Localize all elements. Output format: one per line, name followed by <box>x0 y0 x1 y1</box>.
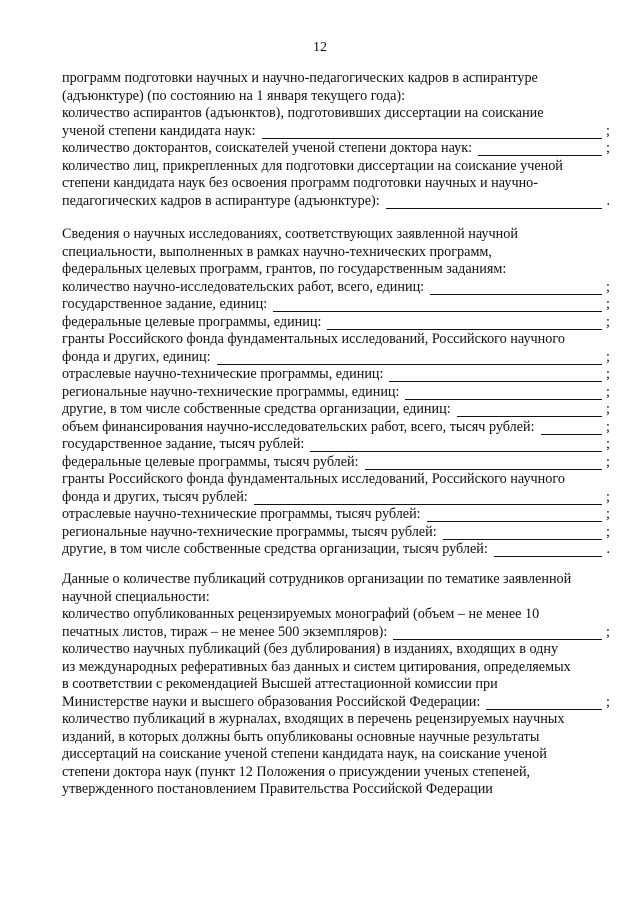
field-label: государственное задание, тысяч рублей: <box>62 436 305 452</box>
text-line: утвержденного постановлением Правительства Российской Федерации <box>62 781 493 797</box>
text-line: научной специальности: <box>62 588 210 605</box>
blank-field[interactable] <box>430 282 602 295</box>
field-line: региональные научно-технические программы, тысяч рублей: ; <box>62 523 610 540</box>
blank-field[interactable] <box>386 196 603 209</box>
field-label: федеральные целевые программы, единиц: <box>62 313 322 330</box>
text-line: количество опубликованных рецензируемых монографий (объем – не менее 10 <box>62 606 540 622</box>
blank-field[interactable] <box>310 439 602 452</box>
text-line: гранты Российского фонда фундаментальных исследований, Российского научного <box>62 331 565 347</box>
blank-field[interactable] <box>217 352 603 365</box>
field-line: федеральные целевые программы, единиц: ; <box>62 313 610 330</box>
text-line: Данные о количестве публикаций сотрудников организации по тематике заявленной <box>62 571 572 587</box>
field-label: объем финансирования научно-исследовательских работ, всего, тысяч рублей: <box>62 418 535 435</box>
page-number: 12 <box>313 40 327 55</box>
blank-field[interactable] <box>393 627 602 640</box>
field-label: другие, в том числе собственные средства организации, тысяч рублей: <box>62 541 488 557</box>
blank-field[interactable] <box>457 404 602 417</box>
field-line: другие, в том числе собственные средства организации, единиц: ; <box>62 401 610 417</box>
blank-field[interactable] <box>327 317 602 330</box>
field-line-candidates: ученой степени кандидата наук: ; <box>62 122 610 139</box>
field-label: Министерстве науки и высшего образования Российской Федерации: <box>62 693 481 710</box>
text-line: изданий, в которых должны быть опубликованы основные научные результаты <box>62 728 540 745</box>
blank-field[interactable] <box>443 527 602 540</box>
blank-field[interactable] <box>254 492 602 505</box>
field-line: отраслевые научно-технические программы, тысяч рублей: ; <box>62 506 610 522</box>
field-line-monographs: печатных листов, тираж – не менее 500 экземпляров): ; <box>62 623 610 640</box>
field-label: фонда и других, единиц: <box>62 348 211 365</box>
field-label: печатных листов, тираж – не менее 500 экземпляров): <box>62 623 388 640</box>
field-line-doctoral: количество докторантов, соискателей ученой степени доктора наук: ; <box>62 140 610 156</box>
field-line: фонда и других, единиц: ; <box>62 348 610 365</box>
field-label: государственное задание, единиц: <box>62 296 268 312</box>
field-line-publications: Министерстве науки и высшего образования Российской Федерации: ; <box>62 693 610 710</box>
text-line: количество аспирантов (адъюнктов), подготовивших диссертации на соискание <box>62 105 544 121</box>
field-label: федеральные целевые программы, тысяч рублей: <box>62 453 359 470</box>
blank-field[interactable] <box>427 509 602 522</box>
field-line: государственное задание, тысяч рублей: ; <box>62 436 610 452</box>
field-line-attached: педагогических кадров в аспирантуре (адъюнктуре): . <box>62 192 610 209</box>
text-line: диссертаций на соискание ученой степени кандидата наук, на соискание ученой <box>62 746 547 762</box>
section-postgraduate <box>62 70 610 210</box>
field-label: другие, в том числе собственные средства организации, единиц: <box>62 401 451 417</box>
blank-field[interactable] <box>541 422 603 435</box>
text-line: количество научных публикаций (без дублирования) в изданиях, входящих в одну <box>62 641 559 657</box>
field-line: другие, в том числе собственные средства организации, тысяч рублей: . <box>62 541 610 557</box>
field-label: количество научно-исследовательских работ, всего, единиц: <box>62 278 425 295</box>
blank-field[interactable] <box>478 143 602 156</box>
blank-field[interactable] <box>273 299 602 312</box>
field-line: региональные научно-технические программы, единиц: ; <box>62 383 610 400</box>
field-line: количество научно-исследовательских работ, всего, единиц: ; <box>62 278 610 295</box>
field-line: федеральные целевые программы, тысяч рублей: ; <box>62 453 610 470</box>
field-label: отраслевые научно-технические программы, единиц: <box>62 366 384 382</box>
field-label: фонда и других, тысяч рублей: <box>62 488 248 505</box>
section-publications <box>62 571 610 799</box>
field-label: ученой степени кандидата наук: <box>62 122 256 139</box>
blank-field[interactable] <box>365 457 602 470</box>
section-research <box>62 226 610 559</box>
blank-field[interactable] <box>486 697 602 710</box>
text-line: гранты Российского фонда фундаментальных исследований, Российского научного <box>62 471 565 487</box>
field-line: отраслевые научно-технические программы, единиц: ; <box>62 366 610 382</box>
field-line: объем финансирования научно-исследовательских работ, всего, тысяч рублей: ; <box>62 418 610 435</box>
text-line: степени доктора наук (пункт 12 Положения о присуждении ученых степеней, <box>62 763 531 780</box>
text-line: в соответствии с рекомендацией Высшей аттестационной комиссии при <box>62 676 498 692</box>
blank-field[interactable] <box>389 369 602 382</box>
field-label: отраслевые научно-технические программы, тысяч рублей: <box>62 506 421 522</box>
field-label: региональные научно-технические программы, тысяч рублей: <box>62 523 437 540</box>
field-line: фонда и других, тысяч рублей: ; <box>62 488 610 505</box>
text-line: специальности, выполненных в рамках научно-технических программ, <box>62 243 492 260</box>
field-label: региональные научно-технические программы, единиц: <box>62 383 400 400</box>
text-line: (адъюнктуре) (по состоянию на 1 января текущего года): <box>62 87 406 104</box>
text-line: степени кандидата наук без освоения программ подготовки научных и научно- <box>62 175 538 191</box>
text-line: количество публикаций в журналах, входящих в перечень рецензируемых научных <box>62 711 565 727</box>
blank-field[interactable] <box>405 387 602 400</box>
text-line: программ подготовки научных и научно-педагогических кадров в аспирантуре <box>62 70 538 86</box>
field-line: государственное задание, единиц: ; <box>62 296 610 312</box>
text-line: федеральных целевых программ, грантов, по государственным заданиям: <box>62 261 507 277</box>
field-label: педагогических кадров в аспирантуре (адъюнктуре): <box>62 192 380 209</box>
blank-field[interactable] <box>262 126 602 139</box>
text-line: из международных реферативных баз данных и систем цитирования, определяемых <box>62 658 571 675</box>
text-line: Сведения о научных исследованиях, соответствующих заявленной научной <box>62 226 518 242</box>
blank-field[interactable] <box>494 544 603 557</box>
text-line: количество лиц, прикрепленных для подготовки диссертации на соискание ученой <box>62 157 563 174</box>
field-label: количество докторантов, соискателей ученой степени доктора наук: <box>62 140 473 156</box>
